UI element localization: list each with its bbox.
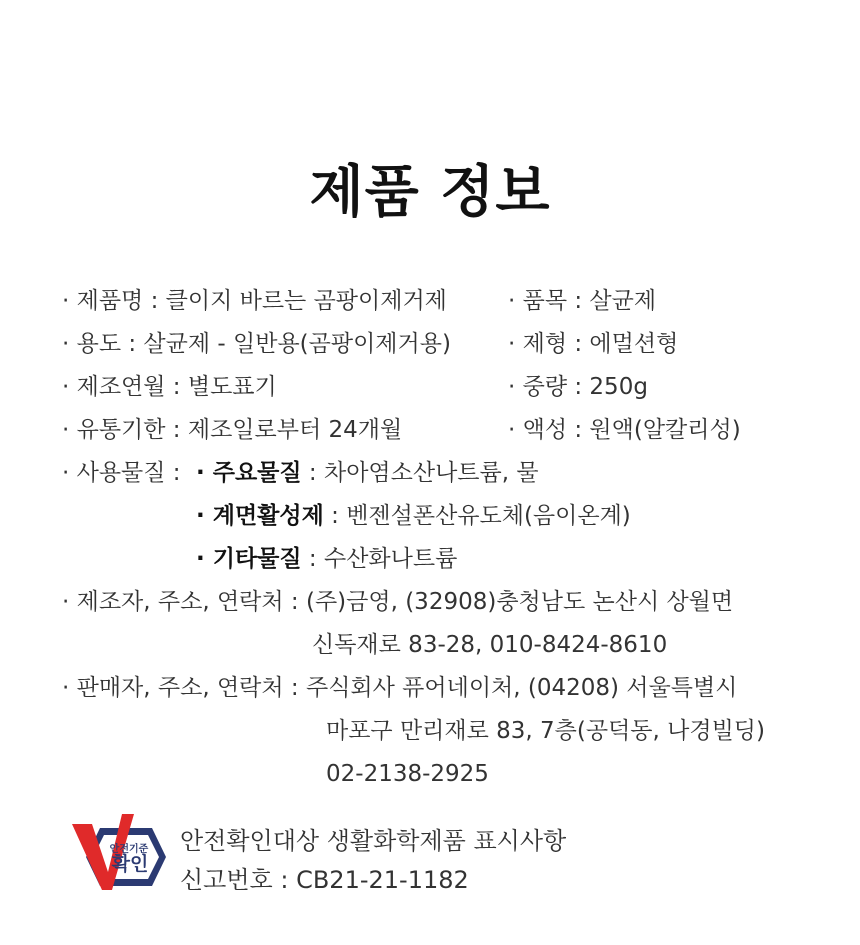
material-surfactant-name: · 계면활성제: [196, 503, 324, 529]
badge-main-text: 확인: [111, 853, 149, 875]
seller-line2: 마포구 만리재로 83, 7층(공덕동, 나경빌딩): [326, 718, 765, 744]
product-property: · 액성 : 원액(알칼리성): [508, 417, 741, 443]
material-surfactant-value: : 벤젠설폰산유도체(음이온계): [323, 503, 631, 529]
material-surfactant: [196, 501, 631, 531]
page-title: 제품 정보: [309, 160, 551, 225]
seller-info: [62, 673, 737, 703]
expiry-period: · 유통기한 : 제조일로부터 24개월: [62, 417, 403, 443]
seller-label: · 판매자, 주소, 연락처 :: [62, 675, 306, 701]
cert-title: 안전확인대상 생활화학제품 표시사항: [180, 827, 567, 855]
cert-report-number: 신고번호 : CB21-21-1182: [180, 866, 469, 894]
manufacturer-line2: 신독재로 83-28, 010-8424-8610: [312, 632, 668, 658]
badge-top-text: 안전기준: [109, 844, 149, 855]
materials-label: · 사용물질 :: [62, 460, 181, 486]
product-form: · 제형 : 에멀션형: [508, 331, 679, 357]
material-other-value: : 수산화나트륨: [301, 546, 458, 572]
material-main-value: : 차아염소산나트륨, 물: [301, 460, 539, 486]
manufacturer-info: [62, 587, 733, 617]
material-other-name: · 기타물질: [196, 546, 302, 572]
seller-line1: 주식회사 퓨어네이처, (04208) 서울특별시: [305, 675, 738, 701]
seller-line3: 02-2138-2925: [326, 761, 489, 787]
manufacturer-label: · 제조자, 주소, 연락처 :: [62, 589, 306, 615]
manufacture-date: · 제조연월 : 별도표기: [62, 374, 277, 400]
material-main: [196, 458, 539, 488]
product-weight: · 중량 : 250g: [508, 374, 648, 400]
safety-confirm-badge-icon: [70, 812, 170, 902]
material-main-name: · 주요물질: [196, 460, 302, 486]
manufacturer-line1: (주)금영, (32908)충청남도 논산시 상월면: [305, 589, 734, 615]
product-use: · 용도 : 살균제 - 일반용(곰팡이제거용): [62, 331, 451, 357]
material-other: [196, 544, 457, 574]
product-name: · 제품명 : 클이지 바르는 곰팡이제거제: [62, 288, 447, 314]
product-category: · 품목 : 살균제: [508, 288, 657, 314]
